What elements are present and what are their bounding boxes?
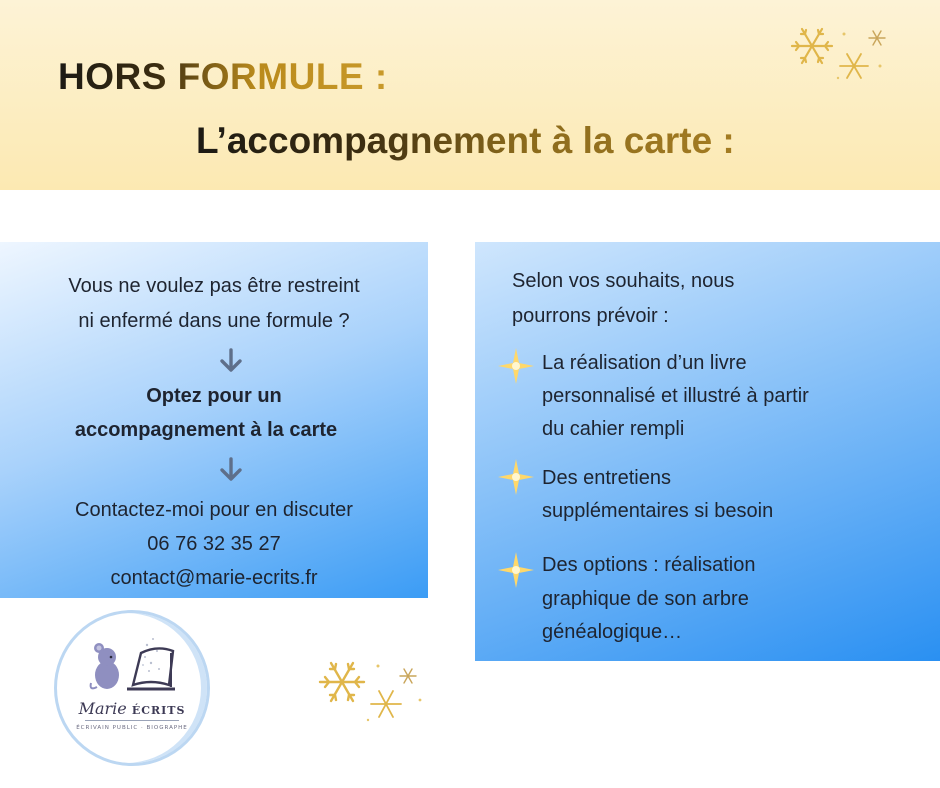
option-3-line-1: Des options : réalisation	[542, 554, 756, 576]
sparkle-icon	[496, 346, 536, 386]
intro-line-1: Vous ne voulez pas être restreint	[68, 275, 360, 297]
options-intro-line-1: Selon vos souhaits, nous	[512, 270, 735, 292]
option-1-line-1: La réalisation d’un livre	[542, 352, 747, 374]
option-3-line-2: graphique de son arbre	[542, 588, 749, 610]
email-address: contact@marie-ecrits.fr	[110, 567, 318, 589]
marie-ecrits-logo	[54, 610, 210, 766]
option-1-line-3: du cahier rempli	[542, 418, 685, 440]
intro-line-2: ni enfermé dans une formule ?	[78, 310, 350, 332]
snowflake-icon	[308, 650, 426, 726]
options-intro-line-2: pourrons prévoir :	[512, 305, 669, 327]
phone-number: 06 76 32 35 27	[147, 533, 281, 555]
snowflake-icon	[782, 14, 892, 89]
arrow-down-icon	[219, 457, 243, 483]
logo-tagline: ÉCRIVAIN PUBLIC · BIOGRAPHE	[76, 725, 188, 731]
logo-name: Marie ÉCRITS	[78, 699, 186, 718]
sparkle-icon	[496, 457, 536, 497]
logo-divider	[85, 720, 179, 721]
option-2-line-2: supplémentaires si besoin	[542, 500, 774, 522]
title-accompagnement: L’accompagnement à la carte :	[196, 120, 735, 161]
title-hors-formule: HORS FORMULE :	[58, 56, 388, 97]
cta-line-1: Optez pour un	[146, 385, 282, 407]
sparkle-icon	[496, 550, 536, 590]
contact-line: Contactez-moi pour en discuter	[75, 499, 353, 521]
option-3-line-3: généalogique…	[542, 621, 683, 643]
arrow-down-icon	[219, 348, 243, 374]
mouse-book-icon	[87, 633, 179, 695]
cta-line-2: accompagnement à la carte	[74, 419, 338, 441]
option-1-line-2: personnalisé et illustré à partir	[542, 385, 809, 407]
option-2-line-1: Des entretiens	[542, 467, 671, 489]
